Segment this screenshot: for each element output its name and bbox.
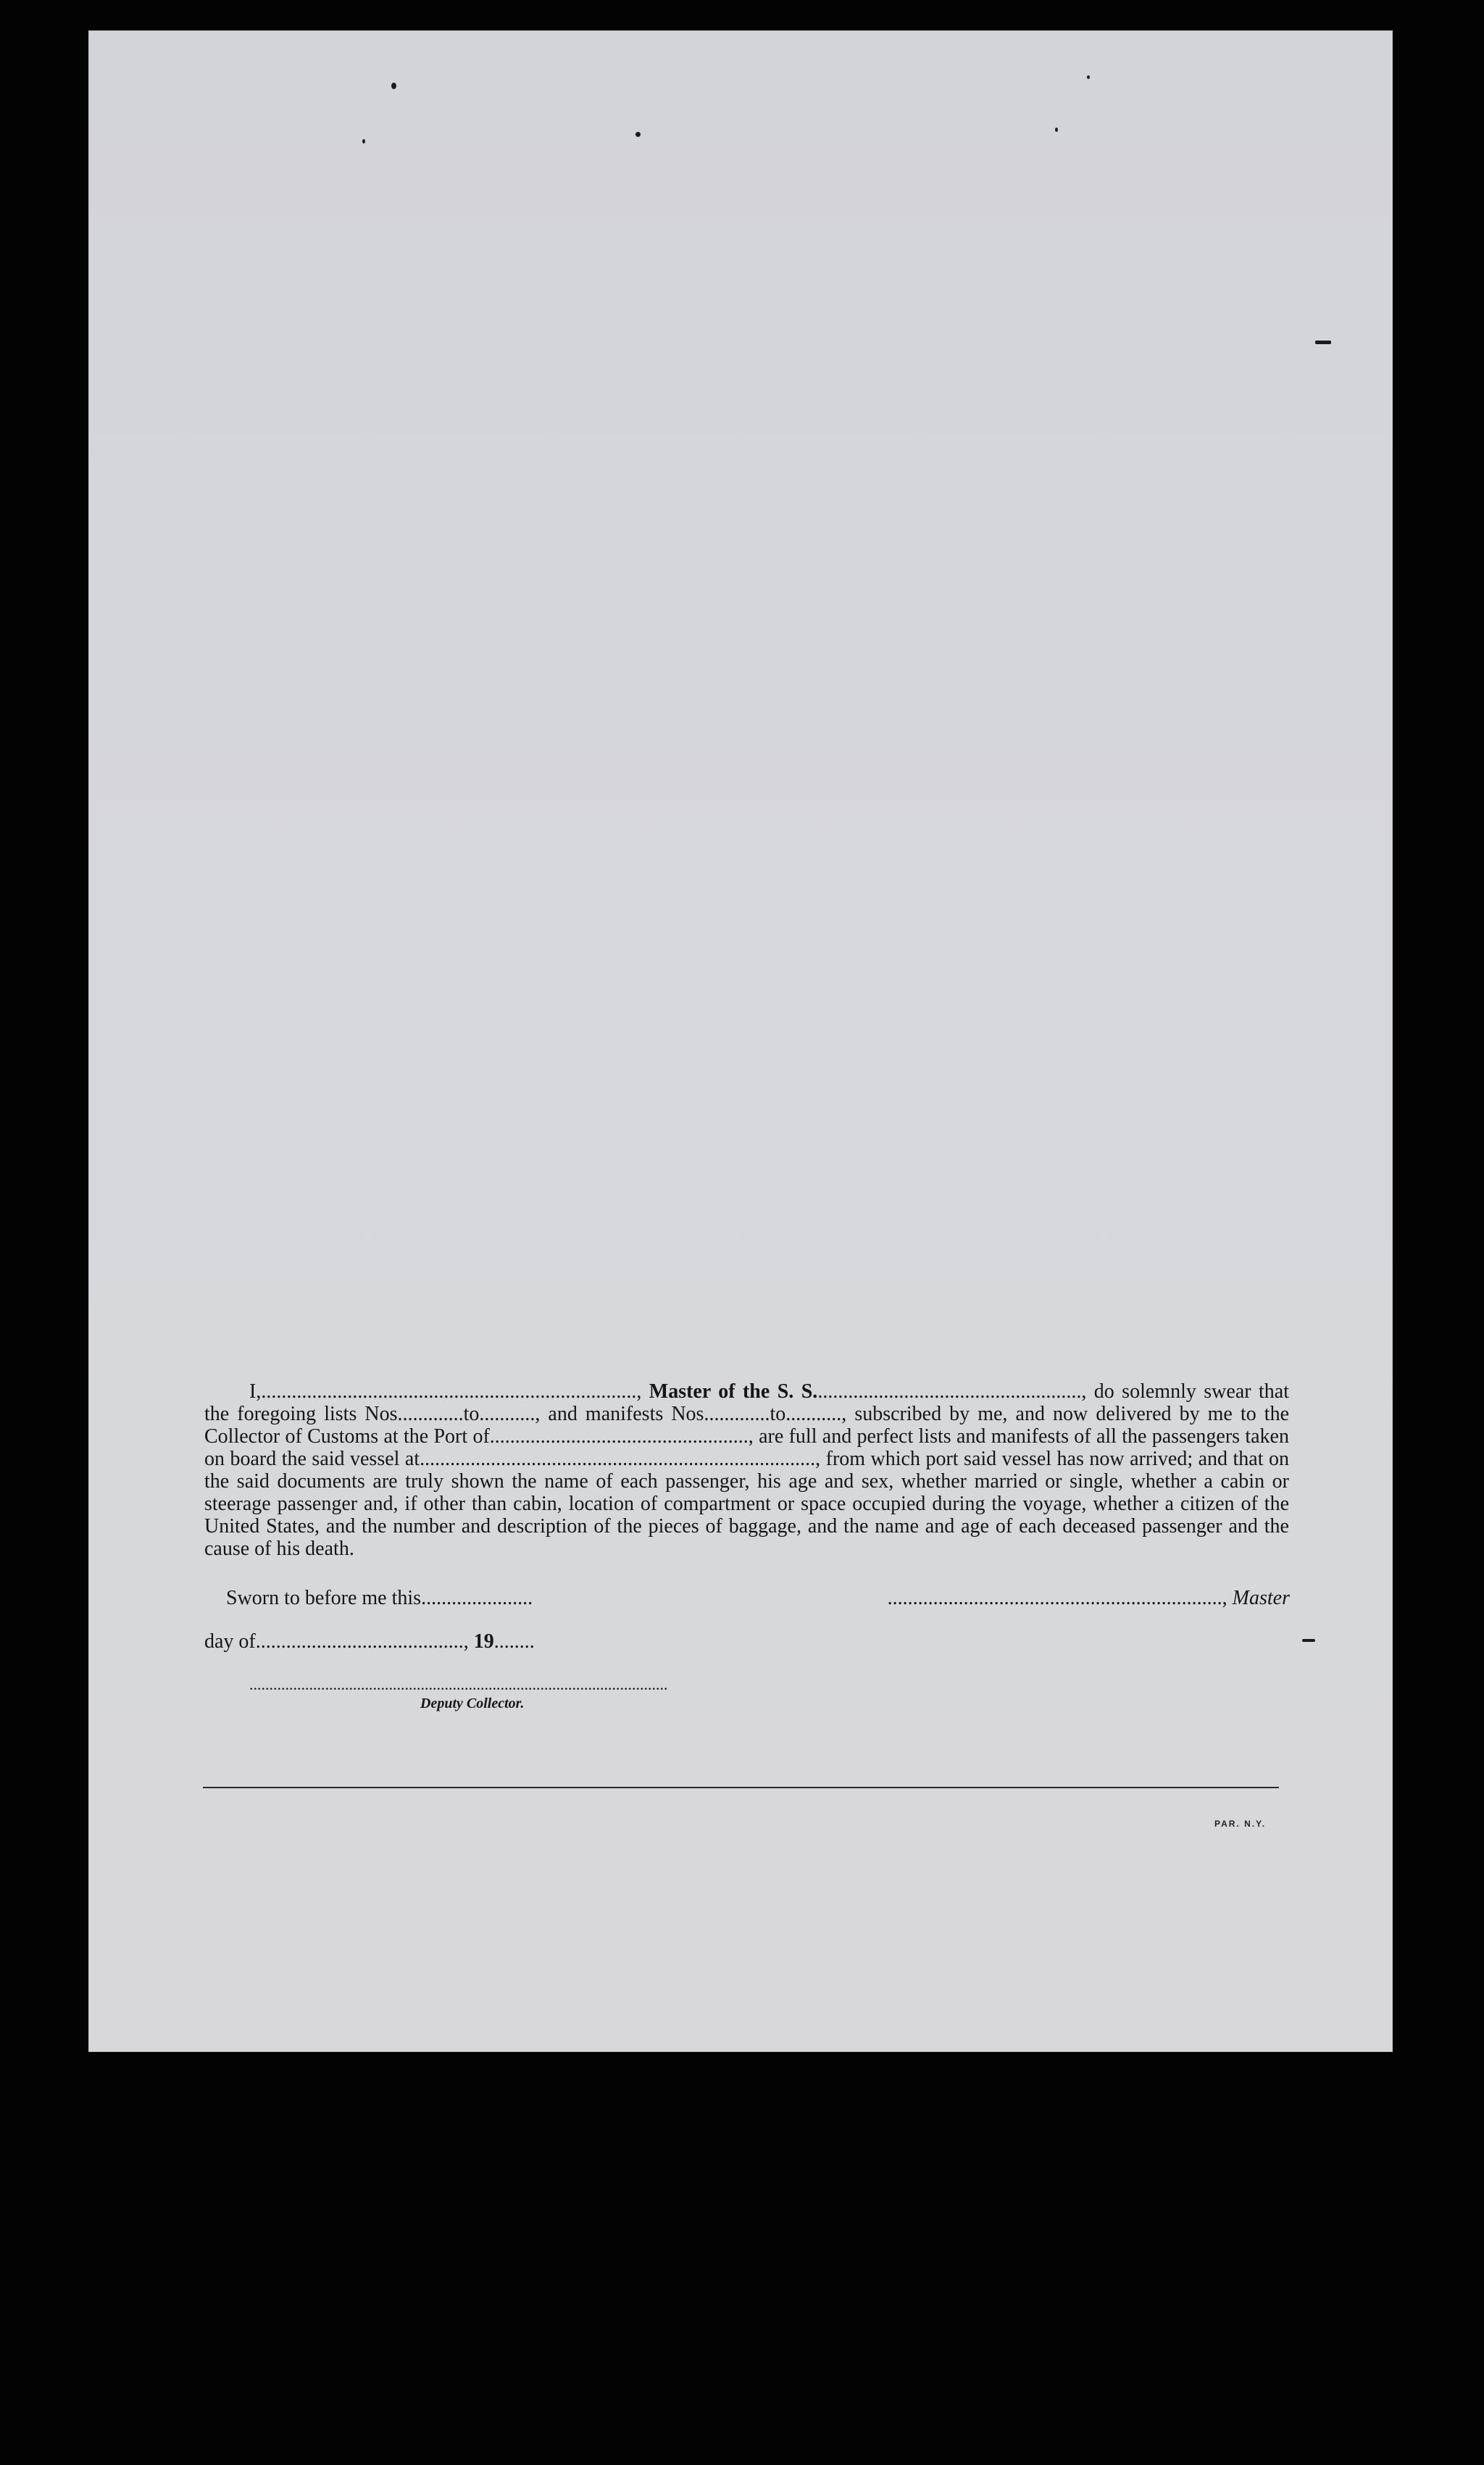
horizontal-rule: [203, 1787, 1279, 1788]
oath-paragraph: [204, 1380, 1289, 1560]
master-of-ship-label: Master of the S. S.: [649, 1380, 818, 1403]
deputy-collector-label: Deputy Collector.: [420, 1696, 525, 1711]
scan-speck: [1302, 1639, 1315, 1642]
oath-statement: [204, 1380, 1289, 1560]
master-name-blank[interactable]: ..........................................................................: [261, 1380, 637, 1403]
year-prefix: 19: [473, 1630, 494, 1653]
date-line: [204, 1630, 535, 1653]
month-blank[interactable]: .........................................: [255, 1630, 464, 1653]
scan-speck: [1087, 75, 1090, 79]
oath-text-1: , do solemnly swear that the foregoing lists Nos.: [204, 1380, 1290, 1425]
master-signature-blank[interactable]: ..................................................................: [887, 1587, 1222, 1609]
port-name-blank[interactable]: ...................................................: [489, 1425, 749, 1448]
list-number-to-blank[interactable]: ...........: [479, 1403, 535, 1425]
oath-intro: I,: [249, 1380, 262, 1403]
scan-speck: [1315, 341, 1331, 344]
printer-mark: PAR. N.Y.: [1214, 1819, 1267, 1829]
scan-speck: [635, 132, 641, 137]
manifest-number-to-blank[interactable]: ...........: [785, 1403, 842, 1425]
departure-port-blank[interactable]: ..............................................................................: [420, 1448, 816, 1470]
year-blank[interactable]: ........: [493, 1630, 535, 1653]
manifest-number-from-blank[interactable]: ............: [709, 1403, 770, 1425]
list-number-from-blank[interactable]: ............: [402, 1403, 464, 1425]
deputy-signature-blank[interactable]: .........................................................................................................: [249, 1675, 668, 1693]
ship-name-blank[interactable]: ....................................................: [817, 1380, 1082, 1403]
master-signature-line: [841, 1587, 1290, 1610]
oath-text-2: , and manifests Nos.: [535, 1403, 709, 1425]
master-label: Master: [1232, 1587, 1290, 1609]
oath-to: to: [770, 1403, 786, 1425]
oath-text-4: , are full and perfect lists and manifests of all the passengers taken on board the said vessel at: [204, 1425, 1289, 1470]
master-signature-comma: ,: [1222, 1587, 1233, 1609]
oath-text-5: , from which port said vessel has now arrived; and that on the said documents are truly shown the name of each passenger, his age and sex, whether married or single, whether a cabin or steerage passenger and, if other than cabin, location of compartment or space occupied during the voyage, whether a citizen of the United States, and the number and description of the pieces of baggage, and the name and age of each deceased passenger and the cause of his death.: [204, 1448, 1290, 1560]
oath-to: to: [463, 1403, 480, 1425]
scan-speck: [1055, 128, 1058, 132]
day-of-label: day of: [204, 1630, 256, 1653]
date-comma: ,: [463, 1630, 474, 1653]
oath-comma: ,: [636, 1380, 649, 1403]
sworn-line: [226, 1587, 533, 1610]
form-page: [88, 30, 1393, 2052]
scan-speck: [362, 139, 365, 143]
sworn-label: Sworn to before me this: [226, 1587, 422, 1609]
oath-text-3: , subscribed by me, and now delivered by me to the Collector of Customs at the Port of: [204, 1403, 1290, 1448]
sworn-day-blank[interactable]: ......................: [421, 1587, 533, 1609]
scan-speck: [391, 83, 396, 89]
